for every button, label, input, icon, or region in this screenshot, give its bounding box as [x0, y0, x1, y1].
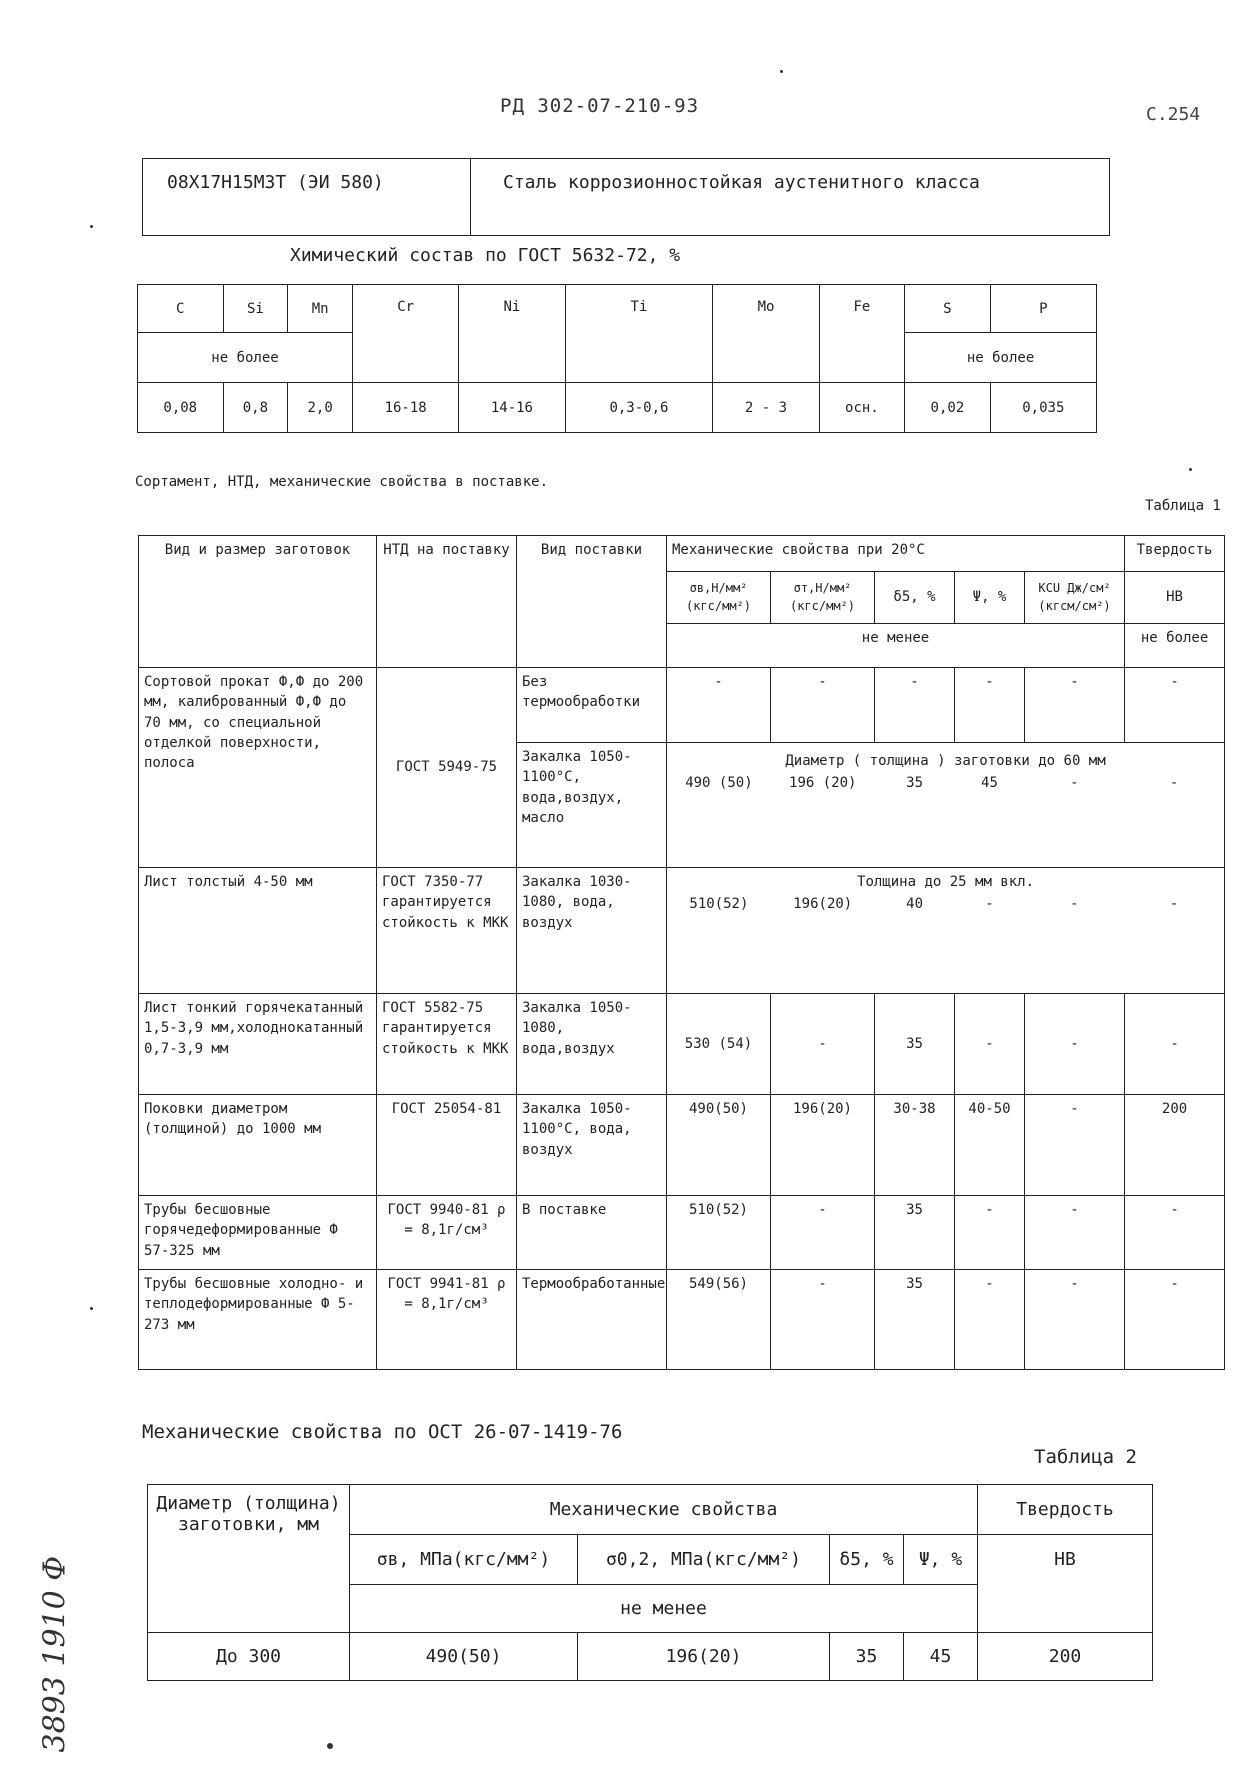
- t1-r6-ntd: ГОСТ 9941-81 ρ = 8,1г/см³: [377, 1270, 517, 1370]
- t1-r5-psi: -: [955, 1196, 1025, 1270]
- t1-r3-supply: Закалка 1050-1080, вода,воздух: [517, 994, 667, 1095]
- t1-r5-d5: 35: [875, 1196, 955, 1270]
- t1-r4-psi: 40-50: [955, 1095, 1025, 1196]
- t1-head-supply: Вид поставки: [517, 536, 667, 668]
- t1-r1b-d5: 35: [906, 775, 924, 792]
- chem-el-fe: Fe: [819, 285, 905, 383]
- t1-r1b-kcu: -: [1070, 775, 1079, 792]
- t1-r1a-st: -: [771, 668, 875, 743]
- t1-r6-hb: -: [1125, 1270, 1225, 1370]
- t1-r1a-hb: -: [1125, 668, 1225, 743]
- t1-row-thick-sheet: [139, 868, 1225, 994]
- t2-val-sb: 490(50): [350, 1633, 578, 1681]
- t2-head-hb: НВ: [978, 1535, 1153, 1633]
- chem-not-more-left: не более: [138, 333, 353, 383]
- t1-r1a-kcu: -: [1025, 668, 1125, 743]
- t1-r3-ntd: ГОСТ 5582-75 гарантируется стойкость к МКК: [377, 994, 517, 1095]
- t2-val-hb: 200: [978, 1633, 1153, 1681]
- t1-r5-type: Трубы бесшовные горячедеформированные Ф 57-325 мм: [139, 1196, 377, 1270]
- chem-el-ni: Ni: [459, 285, 565, 383]
- document-code: РД 302-07-210-93: [500, 95, 700, 117]
- t2-head-hardness: Твердость: [978, 1485, 1153, 1535]
- t1-r3-psi: -: [955, 994, 1025, 1095]
- t1-r2-note: Толщина до 25 мм вкл.: [857, 874, 1035, 890]
- t1-r2-st: 196(20): [793, 896, 853, 913]
- t1-r4-type: Поковки диаметром (толщиной) до 1000 мм: [139, 1095, 377, 1196]
- t1-r1a-supply: Без термообработки: [517, 668, 667, 743]
- t1-r1b-note: Диаметр ( толщина ) заготовки до 60 мм: [785, 753, 1106, 769]
- t1-head-sb: σв,Н/мм² (кгс/мм²): [667, 572, 771, 624]
- t1-r5-ntd: ГОСТ 9940-81 ρ = 8,1г/см³: [377, 1196, 517, 1270]
- t1-r1b-sb: 490 (50): [685, 775, 753, 792]
- t1-r1-ntd: ГОСТ 5949-75: [377, 668, 517, 868]
- table1-label: Таблица 1: [1145, 498, 1221, 514]
- chem-el-cr: Cr: [353, 285, 459, 383]
- t1-r6-kcu: -: [1025, 1270, 1125, 1370]
- table2-label: Таблица 2: [1034, 1446, 1137, 1468]
- t1-r2-psi: -: [985, 896, 994, 913]
- t1-r3-st: -: [771, 994, 875, 1095]
- handwritten-note-text: 3893 1910 Ф: [37, 1555, 73, 1753]
- t1-head-not-more: не более: [1125, 624, 1225, 668]
- t1-head-st: σт,Н/мм² (кгс/мм²): [771, 572, 875, 624]
- t1-r3-kcu: -: [1025, 994, 1125, 1095]
- t1-r4-d5: 30-38: [875, 1095, 955, 1196]
- table2: [147, 1484, 1153, 1681]
- t2-data-row: [148, 1633, 1153, 1681]
- t1-r6-sb: 549(56): [667, 1270, 771, 1370]
- t2-head-mech: Механические свойства: [350, 1485, 978, 1535]
- chem-val-ti: 0,3-0,6: [565, 383, 713, 433]
- chem-el-p: P: [990, 285, 1096, 333]
- chem-val-ni: 14-16: [459, 383, 565, 433]
- t1-r5-hb: -: [1125, 1196, 1225, 1270]
- chem-el-mn: Mn: [288, 285, 353, 333]
- t2-val-d5: 35: [830, 1633, 904, 1681]
- t1-r3-d5: 35: [875, 994, 955, 1095]
- t2-val-psi: 45: [904, 1633, 978, 1681]
- t1-r1a-d5: -: [875, 668, 955, 743]
- t1-r2-sb: 510(52): [689, 896, 749, 913]
- chem-val-si: 0,8: [223, 383, 288, 433]
- t1-head-hardness: Твердость: [1125, 536, 1225, 572]
- chem-val-cr: 16-18: [353, 383, 459, 433]
- t1-head-type: Вид и размер заготовок: [139, 536, 377, 668]
- t2-header-row-1: [148, 1485, 1153, 1535]
- t1-head-ntd: НТД на поставку: [377, 536, 517, 668]
- t1-r1b-supply: Закалка 1050-1100°С, вода,воздух, масло: [517, 743, 667, 868]
- scan-speck: [90, 1307, 93, 1310]
- t1-r2-hb: -: [1169, 896, 1179, 913]
- t1-r2-type: Лист толстый 4-50 мм: [139, 868, 377, 994]
- chem-el-c: C: [138, 285, 224, 333]
- t2-val-s02: 196(20): [578, 1633, 830, 1681]
- t1-r4-kcu: -: [1025, 1095, 1125, 1196]
- scan-speck: [90, 225, 93, 228]
- chem-caption: Химический состав по ГОСТ 5632-72, %: [290, 245, 681, 266]
- chem-val-c: 0,08: [138, 383, 224, 433]
- t1-r1b-st: 196 (20): [789, 775, 857, 792]
- t1-r5-sb: 510(52): [667, 1196, 771, 1270]
- sortament-caption: Сортамент, НТД, механические свойства в поставке.: [135, 474, 549, 490]
- t1-r5-kcu: -: [1025, 1196, 1125, 1270]
- t1-head-not-less: не менее: [667, 624, 1125, 668]
- t1-r6-type: Трубы бесшовные холодно- и теплодеформированные Ф 5-273 мм: [139, 1270, 377, 1370]
- t1-r2-value-row: [667, 894, 1224, 914]
- scan-speck: [780, 70, 783, 73]
- t1-r1b-values: [667, 743, 1225, 868]
- t1-row-cold-pipes: [139, 1270, 1225, 1370]
- chem-val-p: 0,035: [990, 383, 1096, 433]
- t1-r3-sb: 530 (54): [667, 994, 771, 1095]
- t1-r6-st: -: [771, 1270, 875, 1370]
- chem-el-si: Si: [223, 285, 288, 333]
- t1-r1-type: Сортовой прокат Ф,Ф до 200 мм, калиброванный Ф,Ф до 70 мм, со специальной отделкой поверхности, полоса: [139, 668, 377, 868]
- t2-head-not-less: не менее: [350, 1585, 978, 1633]
- t1-r3-hb: -: [1125, 994, 1225, 1095]
- chem-val-mo: 2 - 3: [713, 383, 819, 433]
- t2-head-sb: σв, МПа(кгс/мм²): [350, 1535, 578, 1585]
- t1-r6-supply: Термообработанные: [517, 1270, 667, 1370]
- chem-not-more-right: не более: [905, 333, 1097, 383]
- table1: [138, 535, 1225, 1370]
- t1-head-kcu: КСU Дж/см² (кгсм/см²): [1025, 572, 1125, 624]
- t1-r1a-psi: -: [955, 668, 1025, 743]
- chem-val-fe: осн.: [819, 383, 905, 433]
- t1-r6-d5: 35: [875, 1270, 955, 1370]
- t2-head-s02: σ0,2, МПа(кгс/мм²): [578, 1535, 830, 1585]
- t2-head-psi: Ψ, %: [904, 1535, 978, 1585]
- scan-speck: [327, 1743, 333, 1749]
- t1-r3-type: Лист тонкий горячекатанный 1,5-3,9 мм,холоднокатанный 0,7-3,9 мм: [139, 994, 377, 1095]
- handwritten-note: [20, 1510, 90, 1760]
- t1-r4-hb: 200: [1125, 1095, 1225, 1196]
- t1-row-thin-sheet: [139, 994, 1225, 1095]
- t1-r4-supply: Закалка 1050-1100°С, вода, воздух: [517, 1095, 667, 1196]
- t2-head-diam: Диаметр (толщина) заготовки, мм: [148, 1485, 350, 1633]
- t1-r6-psi: -: [955, 1270, 1025, 1370]
- t1-r2-d5: 40: [906, 896, 924, 913]
- steel-title-box: [142, 158, 1110, 236]
- t1-row-bar-untreated: [139, 668, 1225, 743]
- t1-r5-supply: В поставке: [517, 1196, 667, 1270]
- t1-r2-ntd: ГОСТ 7350-77 гарантируется стойкость к МКК: [377, 868, 517, 994]
- chem-header-row: [138, 285, 1097, 333]
- chem-val-mn: 2,0: [288, 383, 353, 433]
- t1-head-mech: Механические свойства при 20°С: [667, 536, 1125, 572]
- scan-speck: [1189, 468, 1192, 471]
- t1-r1b-value-row: [667, 773, 1224, 793]
- t1-r2-values: [667, 868, 1225, 994]
- chem-value-row: [138, 383, 1097, 433]
- steel-grade: 08Х17Н15М3Т (ЭИ 580): [143, 159, 471, 235]
- chem-table: [137, 284, 1097, 433]
- t1-r4-ntd: ГОСТ 25054-81: [377, 1095, 517, 1196]
- t1-header-row-1: [139, 536, 1225, 572]
- t1-r2-supply: Закалка 1030-1080, вода, воздух: [517, 868, 667, 994]
- t2-head-d5: δ5, %: [830, 1535, 904, 1585]
- chem-val-s: 0,02: [905, 383, 991, 433]
- t1-row-hot-pipes: [139, 1196, 1225, 1270]
- t1-head-psi: Ψ, %: [955, 572, 1025, 624]
- t1-row-forgings: [139, 1095, 1225, 1196]
- chem-el-ti: Ti: [565, 285, 713, 383]
- t1-r1a-sb: -: [667, 668, 771, 743]
- chem-el-mo: Mo: [713, 285, 819, 383]
- t1-r5-st: -: [771, 1196, 875, 1270]
- steel-description: Сталь коррозионностойкая аустенитного класса: [503, 172, 980, 193]
- t2-val-diam: До 300: [148, 1633, 350, 1681]
- t1-r2-kcu: -: [1070, 896, 1079, 913]
- t1-head-hb: НВ: [1125, 572, 1225, 624]
- chem-el-s: S: [905, 285, 991, 333]
- page-number: С.254: [1146, 104, 1201, 125]
- t1-r4-st: 196(20): [771, 1095, 875, 1196]
- t1-head-d5: δ5, %: [875, 572, 955, 624]
- t1-r1b-psi: 45: [981, 775, 998, 792]
- t1-r4-sb: 490(50): [667, 1095, 771, 1196]
- table2-caption: Механические свойства по ОСТ 26-07-1419-76: [142, 1421, 623, 1443]
- t1-r1b-hb: -: [1169, 775, 1179, 792]
